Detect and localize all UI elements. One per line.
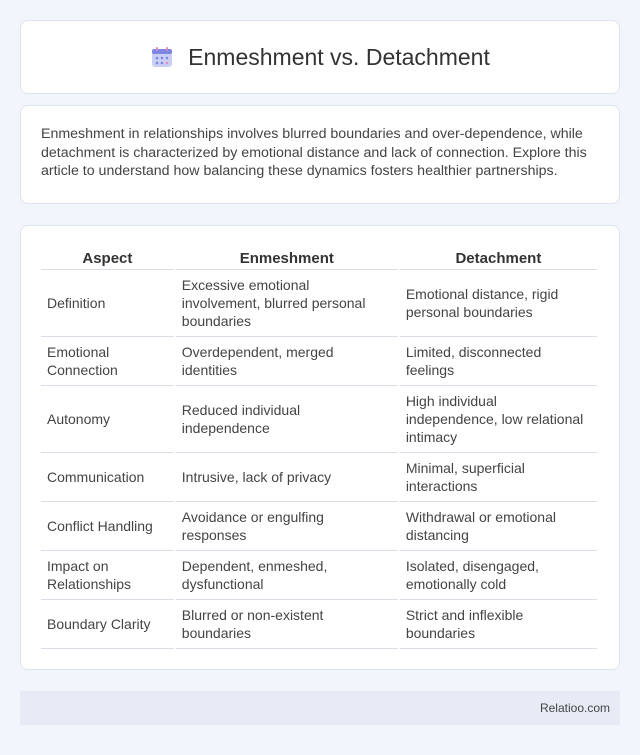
enmeshment-cell: Blurred or non-existent boundaries	[176, 600, 398, 649]
table-row	[41, 502, 597, 551]
detachment-cell: Minimal, superficial interactions	[400, 453, 597, 502]
table-row	[41, 337, 597, 386]
header-detachment: Detachment	[400, 246, 597, 270]
header-enmeshment: Enmeshment	[176, 246, 398, 270]
aspect-cell: Impact on Relationships	[41, 551, 174, 600]
footer	[20, 691, 620, 725]
enmeshment-cell: Intrusive, lack of privacy	[176, 453, 398, 502]
title-card	[20, 20, 620, 94]
table-row	[41, 600, 597, 649]
table-row	[41, 453, 597, 502]
aspect-cell: Autonomy	[41, 386, 174, 453]
enmeshment-cell: Excessive emotional involvement, blurred personal boundaries	[176, 270, 398, 337]
header-aspect: Aspect	[41, 246, 174, 270]
aspect-cell: Boundary Clarity	[41, 600, 174, 649]
comparison-table-card	[20, 225, 620, 670]
aspect-cell: Communication	[41, 453, 174, 502]
detachment-cell: Isolated, disengaged, emotionally cold	[400, 551, 597, 600]
enmeshment-cell: Avoidance or engulfing responses	[176, 502, 398, 551]
table-row	[41, 270, 597, 337]
table-header-row	[41, 246, 597, 270]
detachment-cell: Emotional distance, rigid personal boundaries	[400, 270, 597, 337]
detachment-cell: High individual independence, low relational intimacy	[400, 386, 597, 453]
aspect-cell: Conflict Handling	[41, 502, 174, 551]
enmeshment-cell: Reduced individual independence	[176, 386, 398, 453]
detachment-cell: Strict and inflexible boundaries	[400, 600, 597, 649]
calendar-icon	[150, 45, 174, 69]
page-title: Enmeshment vs. Detachment	[188, 43, 490, 70]
enmeshment-cell: Dependent, enmeshed, dysfunctional	[176, 551, 398, 600]
enmeshment-cell: Overdependent, merged identities	[176, 337, 398, 386]
aspect-cell: Emotional Connection	[41, 337, 174, 386]
table-row	[41, 386, 597, 453]
intro-text: Enmeshment in relationships involves blurred boundaries and over-dependence, while detachment is characterized by emotional distance and lack of connection. Explore this article to understand how balancing these dynamics fosters healthier partnerships.	[41, 126, 587, 179]
table-row	[41, 551, 597, 600]
comparison-table	[39, 246, 599, 649]
detachment-cell: Limited, disconnected feelings	[400, 337, 597, 386]
footer-brand: Relatioo.com	[539, 701, 610, 715]
intro-card	[20, 105, 620, 204]
aspect-cell: Definition	[41, 270, 174, 337]
detachment-cell: Withdrawal or emotional distancing	[400, 502, 597, 551]
